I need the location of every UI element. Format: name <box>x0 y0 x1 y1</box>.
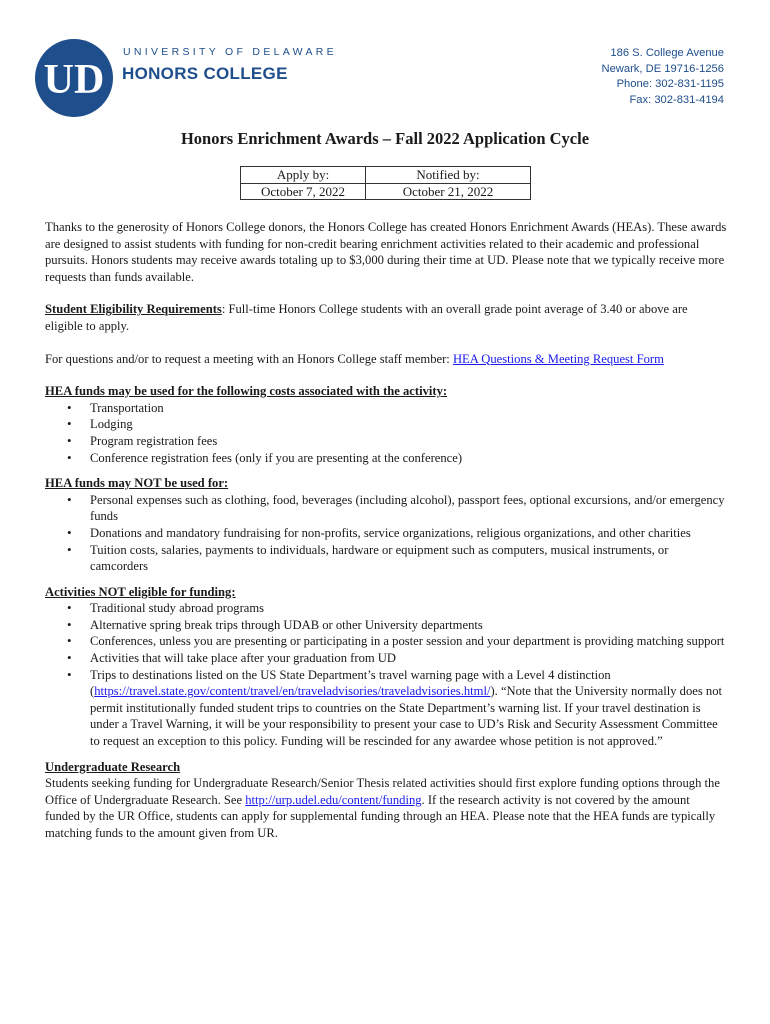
document-body <box>45 219 727 842</box>
not-eligible-section <box>45 584 727 750</box>
may-use-list <box>45 400 727 466</box>
not-eligible-heading: Activities NOT eligible for funding: <box>45 584 236 599</box>
travel-advisories-link[interactable]: https://travel.state.gov/content/travel/en/traveladvisories/traveladvisories.html/ <box>94 684 491 699</box>
notified-by-label: Notified by: <box>366 167 531 184</box>
college-name: HONORS COLLEGE <box>122 64 288 83</box>
research-text-after: . If the research activity is not covered by the amount funded by the UR Office, students can apply for supplemental funding through an HEA. Please note that the HEA funds are typically matching funds to the amount given from UR. <box>45 792 716 840</box>
notified-by-date: October 21, 2022 <box>366 183 531 200</box>
research-heading: Undergraduate Research <box>45 759 181 774</box>
dates-table <box>240 166 531 200</box>
list-item: • Donations and mandatory fundraising for non-profits, service organizations, religious organizations, and other charities <box>45 525 727 542</box>
ud-logo <box>34 38 114 118</box>
list-item: • Activities that will take place after your graduation from UD <box>45 650 727 667</box>
may-not-use-section <box>45 475 727 575</box>
list-item: • Personal expenses such as clothing, food, beverages (including alcohol), passport fees, optional excursions, and/or emergency funds <box>45 492 727 525</box>
travel-text-after: ). “Note that the University normally does not permit institutionally funded student trips to countries on the State Department’s warning list. If your travel destination is under a Travel Warning, it will be your responsibility to present your case to UD’s Risk and Security Assessment Committee to request an exception to this policy. Funding will be rescinded for any awardee whose petition is not approved.” <box>90 684 722 749</box>
research-funding-link[interactable]: http://urp.udel.edu/content/funding <box>245 792 422 807</box>
list-item: • Conferences, unless you are presenting or participating in a poster session and your department is providing matching support <box>45 633 727 650</box>
travel-text-before: Trips to destinations listed on the US State Department’s travel warning page with a Level 4 distinction ( <box>90 667 611 699</box>
contact-address <box>601 46 724 108</box>
list-item: • Transportation <box>45 400 727 417</box>
list-item: • Lodging <box>45 416 727 433</box>
list-item: • Tuition costs, salaries, payments to individuals, hardware or equipment such as computers, musical instruments, or camcorders <box>45 542 727 575</box>
may-not-use-heading: HEA funds may NOT be used for: <box>45 476 229 491</box>
address-fax: Fax: 302-831-4194 <box>629 93 724 106</box>
research-paragraph <box>45 775 727 841</box>
page-title: Honors Enrichment Awards – Fall 2022 Application Cycle <box>180 129 590 148</box>
list-item-travel-warning <box>45 667 727 750</box>
list-item: • Alternative spring break trips through UDAB or other University departments <box>45 617 727 634</box>
university-name: UNIVERSITY OF DELAWARE <box>123 46 337 58</box>
list-item: • Program registration fees <box>45 433 727 450</box>
address-phone: Phone: 302-831-1195 <box>616 78 724 90</box>
questions-paragraph <box>45 351 727 368</box>
may-use-section <box>45 383 727 466</box>
may-not-use-list <box>45 492 727 575</box>
list-item: • Conference registration fees (only if you are presenting at the conference) <box>45 450 727 467</box>
apply-by-date: October 7, 2022 <box>241 183 366 200</box>
questions-text: For questions and/or to request a meeting with an Honors College staff member: <box>45 351 453 366</box>
eligibility-text: : Full-time Honors College students with an overall grade point average of 3.40 or above are eligible to apply. <box>45 302 688 333</box>
list-item: • Traditional study abroad programs <box>45 600 727 617</box>
address-street: 186 S. College Avenue <box>610 47 724 59</box>
intro-paragraph: Thanks to the generosity of Honors College donors, the Honors College has created Honors Enrichment Awards (HEAs). These awards are designed to assist students with funding for non-credit bearing enrichment activities related to their academic and professional pursuits. Honors students may receive awards totaling up to $3,000 during their time at UD. Please note that we typically receive more requests than funds available. <box>45 220 727 284</box>
may-use-heading: HEA funds may be used for the following costs associated with the activity: <box>45 384 448 399</box>
eligibility-label: Student Eligibility Requirements <box>45 302 222 317</box>
hea-questions-link[interactable]: HEA Questions & Meeting Request Form <box>452 351 664 366</box>
logo-letters: UD <box>43 57 105 103</box>
apply-by-label: Apply by: <box>241 167 366 184</box>
eligibility-paragraph <box>45 301 727 334</box>
not-eligible-list <box>45 600 727 749</box>
research-section <box>45 759 727 842</box>
address-city: Newark, DE 19716-1256 <box>601 62 724 75</box>
research-text-before: Students seeking funding for Undergraduate Research/Senior Thesis related activities should first explore funding options through the Office of Undergraduate Research. See <box>45 776 720 807</box>
